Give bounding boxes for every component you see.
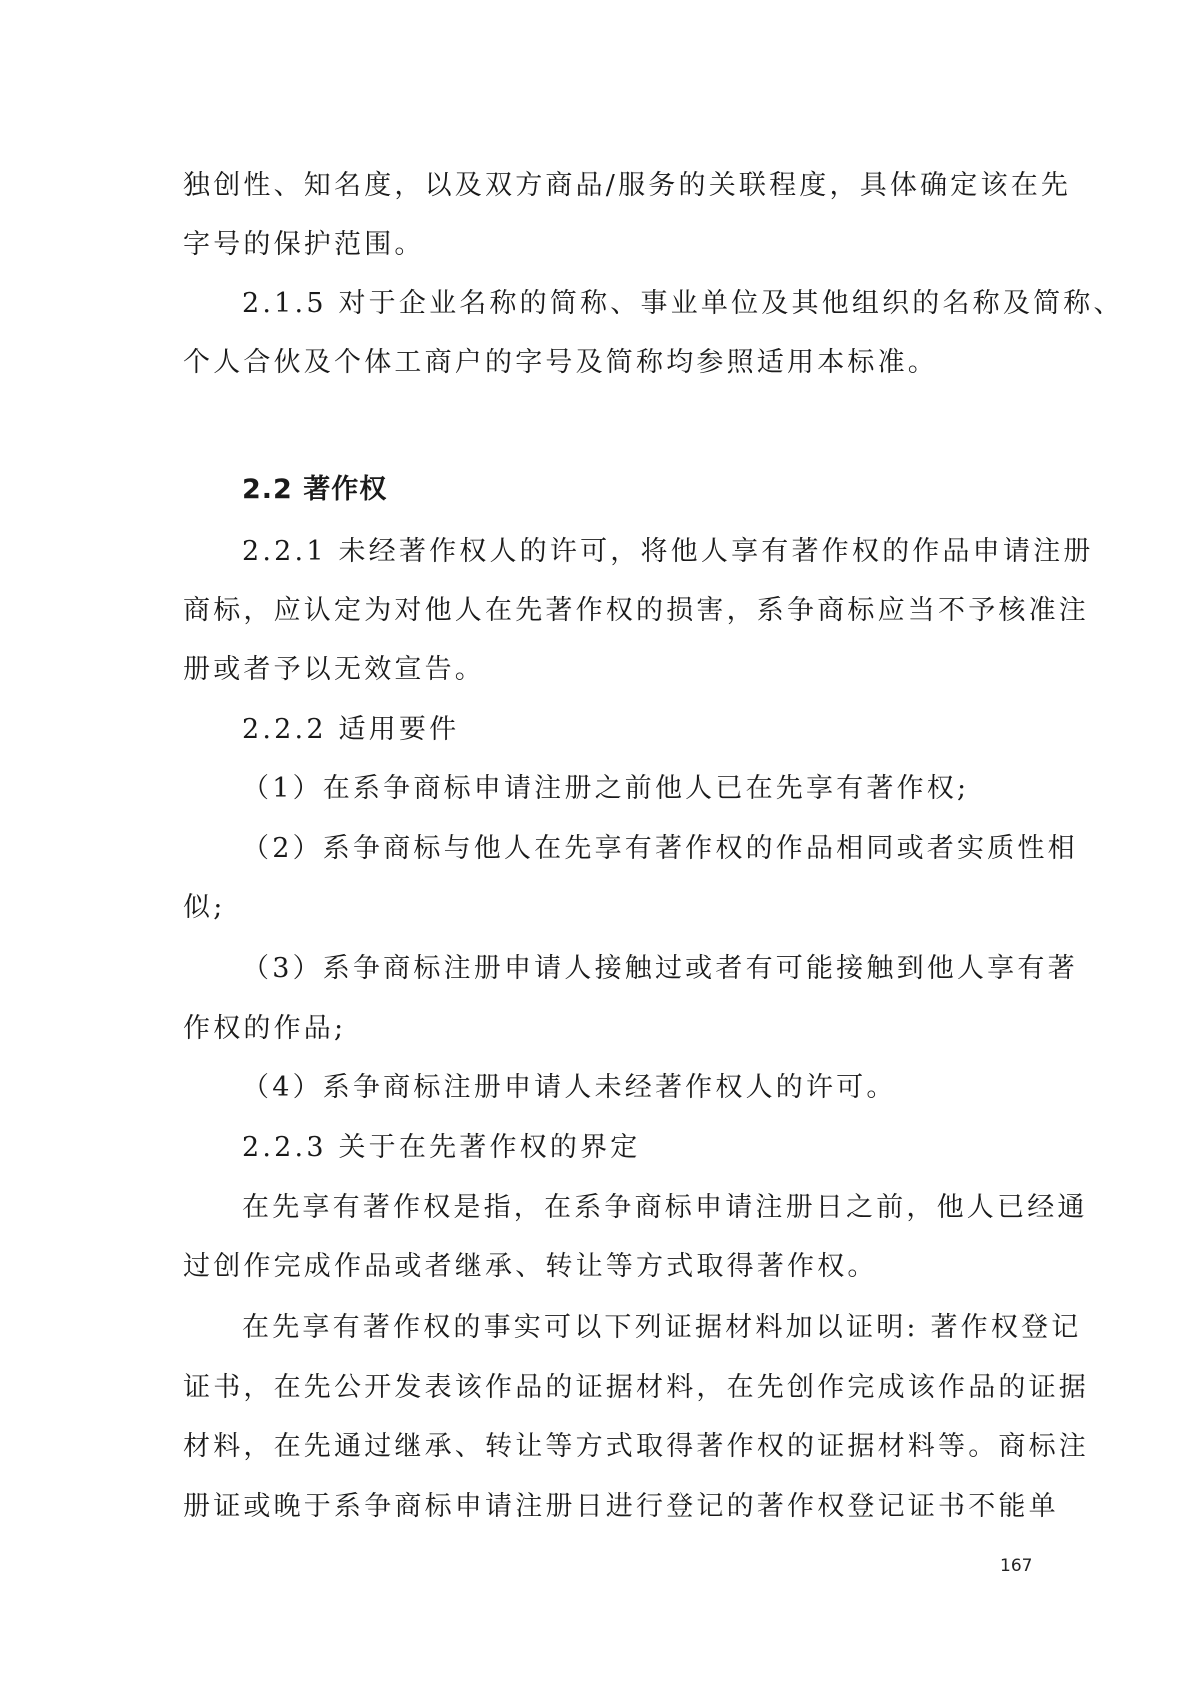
text-line-7: 商标，应认定为对他人在先著作权的损害，系争商标应当不予核准注 [183, 595, 1089, 626]
text-line-18: 过创作完成作品或者继承、转让等方式取得著作权。 [183, 1251, 878, 1282]
text-line-3: 2.1.5 对于企业名称的简称、事业单位及其他组织的名称及简称、 [242, 288, 1124, 319]
text-line-1: 独创性、知名度，以及双方商品/服务的关联程度，具体确定该在先 [183, 170, 1072, 201]
text-line-10: （1）在系争商标申请注册之前他人已在先享有著作权; [242, 773, 970, 804]
text-line-13: （3）系争商标注册申请人接触过或者有可能接触到他人享有著 [242, 953, 1078, 984]
text-line-17: 在先享有著作权是指，在系争商标申请注册日之前，他人已经通 [242, 1192, 1088, 1223]
section-heading-copyright: 2.2 著作权 [242, 474, 388, 505]
text-line-15: （4）系争商标注册申请人未经著作权人的许可。 [242, 1072, 897, 1103]
text-line-11: （2）系争商标与他人在先享有著作权的作品相同或者实质性相 [242, 833, 1078, 864]
text-line-8: 册或者予以无效宣告。 [183, 654, 485, 685]
text-line-2: 字号的保护范围。 [183, 229, 425, 260]
text-line-14: 作权的作品; [183, 1013, 347, 1044]
text-line-12: 似; [183, 892, 226, 923]
text-line-22: 册证或晚于系争商标申请注册日进行登记的著作权登记证书不能单 [183, 1491, 1059, 1522]
text-line-9: 2.2.2 适用要件 [242, 714, 460, 745]
text-line-19: 在先享有著作权的事实可以下列证据材料加以证明: 著作权登记 [242, 1312, 1082, 1343]
text-line-16: 2.2.3 关于在先著作权的界定 [242, 1132, 641, 1163]
text-line-6: 2.2.1 未经著作权人的许可，将他人享有著作权的作品申请注册 [242, 536, 1094, 567]
text-line-4: 个人合伙及个体工商户的字号及简称均参照适用本标准。 [183, 347, 938, 378]
text-line-21: 材料，在先通过继承、转让等方式取得著作权的证据材料等。商标注 [183, 1431, 1089, 1462]
text-line-20: 证书，在先公开发表该作品的证据材料，在先创作完成该作品的证据 [183, 1372, 1089, 1403]
page-number: 167 [1000, 1556, 1033, 1576]
